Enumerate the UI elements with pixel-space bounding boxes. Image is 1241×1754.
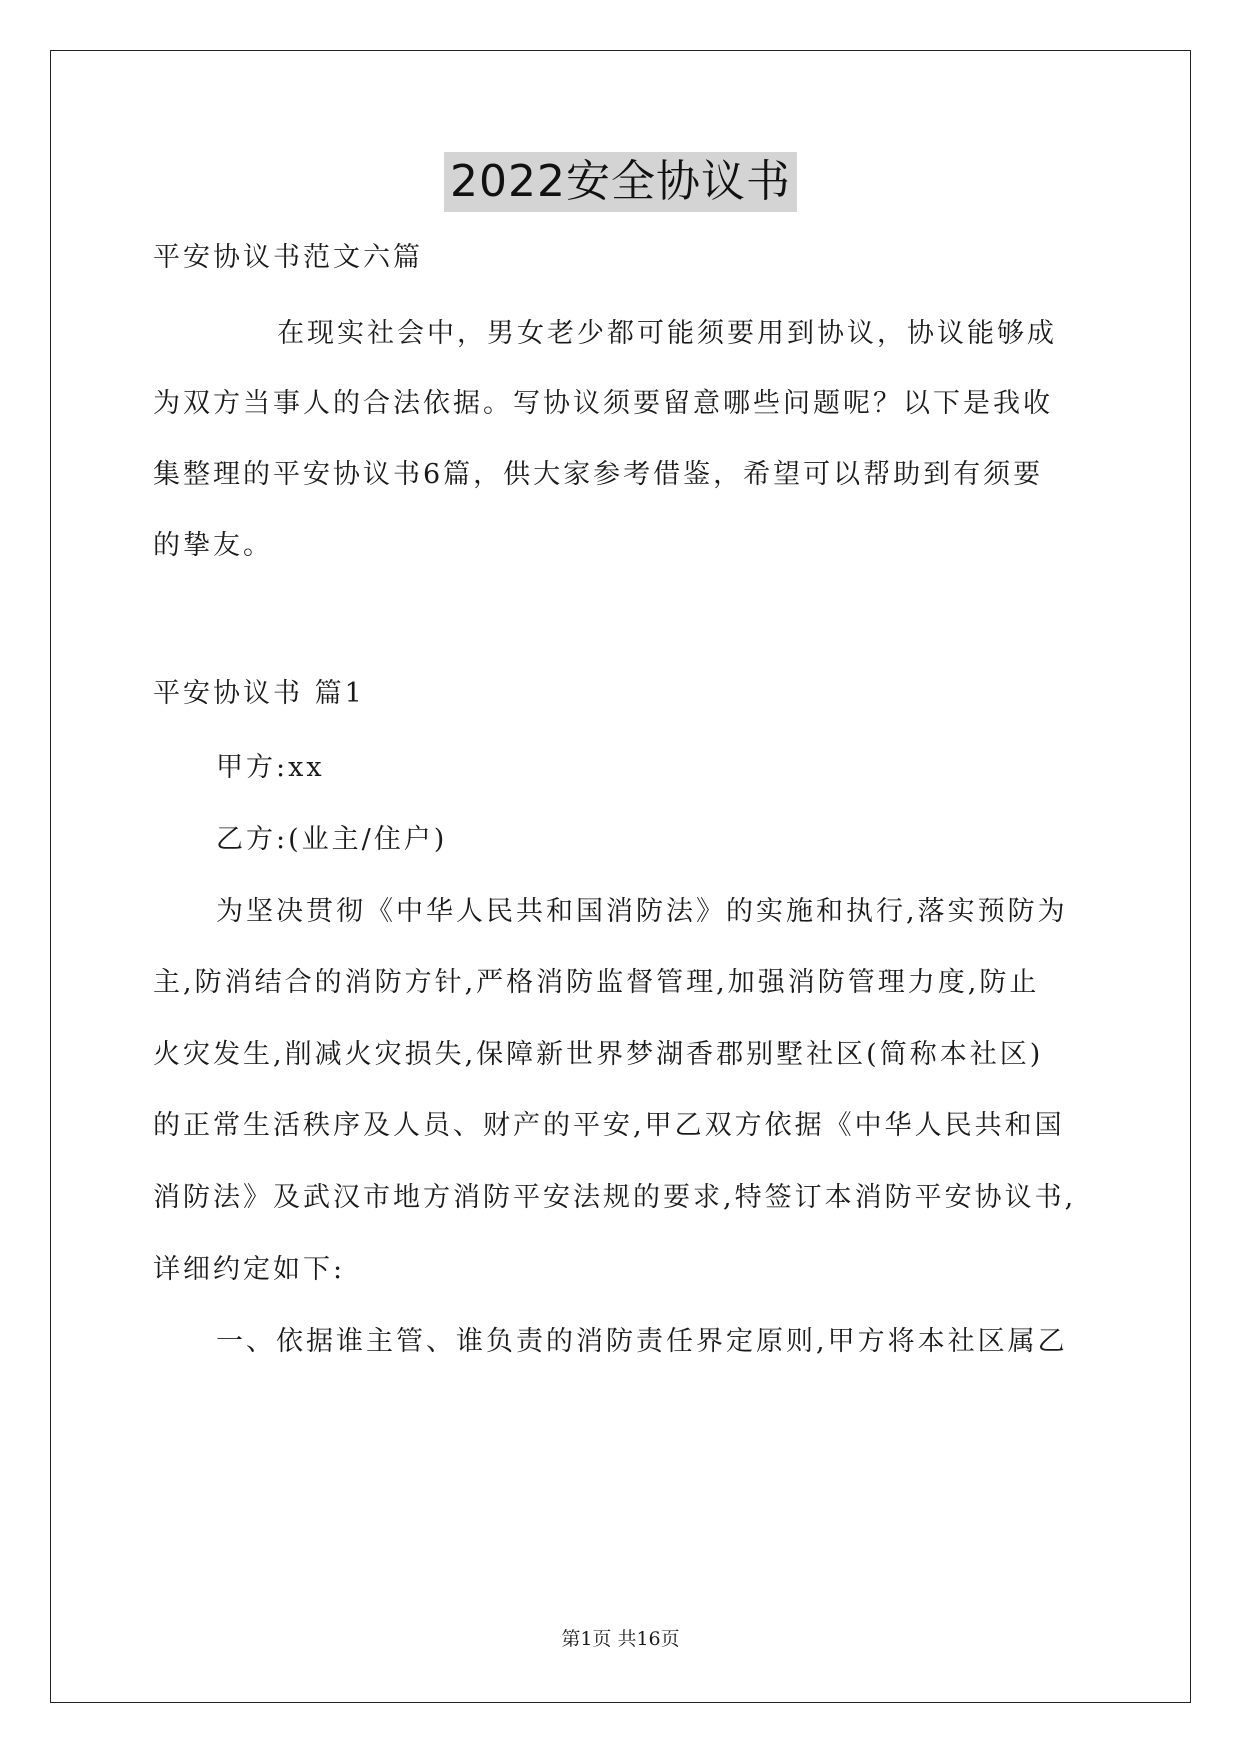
- intro-line: 的挚友。: [153, 530, 273, 561]
- document-title: 2022安全协议书: [444, 152, 797, 212]
- body-line: 火灾发生,削减火灾损失,保障新世界梦湖香郡别墅社区(简称本社区): [153, 1039, 1044, 1070]
- body-line: 主,防消结合的消防方针,严格消防监督管理,加强消防管理力度,防止: [153, 967, 1040, 998]
- party-b: 乙方:(业主/住户): [216, 824, 448, 855]
- page-border: [50, 50, 1191, 1703]
- body-line: 消防法》及武汉市地方消防平安法规的要求,特签订本消防平安协议书,: [153, 1182, 1077, 1213]
- body-line: 的正常生活秩序及人员、财产的平安,甲乙双方依据《中华人民共和国: [153, 1110, 1065, 1141]
- page-footer: 第1页 共16页: [561, 1628, 680, 1650]
- intro-line: 集整理的平安协议书6篇，供大家参考借鉴，希望可以帮助到有须要: [153, 459, 1044, 490]
- intro-line: 在现实社会中，男女老少都可能须要用到协议，协议能够成: [277, 318, 1057, 349]
- title-container: [0, 152, 1241, 212]
- party-a: 甲方:xx: [216, 752, 325, 783]
- clause-line: 一、依据谁主管、谁负责的消防责任界定原则,甲方将本社区属乙: [216, 1326, 1068, 1357]
- intro-line: 为双方当事人的合法依据。写协议须要留意哪些问题呢？以下是我收: [153, 388, 1053, 419]
- subtitle: 平安协议书范文六篇: [153, 242, 423, 273]
- body-line: 为坚决贯彻《中华人民共和国消防法》的实施和执行,落实预防为: [216, 896, 1068, 927]
- body-line: 详细约定如下:: [153, 1254, 346, 1285]
- section-heading: 平安协议书 篇1: [153, 678, 365, 709]
